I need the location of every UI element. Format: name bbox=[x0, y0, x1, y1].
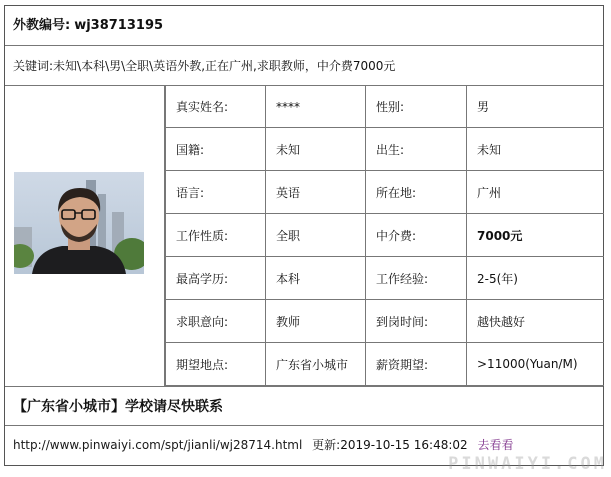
info-row bbox=[166, 257, 604, 300]
site-watermark: PINWAIYI.COM bbox=[448, 454, 607, 474]
view-more-link[interactable]: 去看看 bbox=[477, 438, 514, 452]
salary-label: 薪资期望: bbox=[366, 343, 467, 386]
job-type-value: 全职 bbox=[266, 214, 366, 257]
profile-id-row bbox=[5, 6, 603, 46]
start-time-value: 越快越好 bbox=[467, 300, 604, 343]
experience-label: 工作经验: bbox=[366, 257, 467, 300]
info-row bbox=[166, 86, 604, 128]
info-row bbox=[166, 343, 604, 386]
preferred-location-label: 期望地点: bbox=[166, 343, 266, 386]
start-time-label: 到岗时间: bbox=[366, 300, 467, 343]
experience-value: 2-5(年) bbox=[467, 257, 604, 300]
keywords-value: 未知\本科\男\全职\英语外教,正在广州,求职教师，中介费7000元 bbox=[53, 59, 396, 73]
info-row bbox=[166, 128, 604, 171]
profile-url-link[interactable]: http://www.pinwaiyi.com/spt/jianli/wj28714.html bbox=[13, 438, 303, 452]
education-value: 本科 bbox=[266, 257, 366, 300]
name-label: 真实姓名: bbox=[166, 86, 266, 128]
education-label: 最高学历: bbox=[166, 257, 266, 300]
info-row bbox=[166, 300, 604, 343]
keywords-label: 关键词: bbox=[13, 59, 54, 73]
location-label: 所在地: bbox=[366, 171, 467, 214]
profile-id-label: 外教编号: bbox=[13, 18, 71, 33]
name-value: **** bbox=[266, 86, 366, 128]
teacher-profile-card bbox=[4, 5, 604, 466]
agency-fee-label: 中介费: bbox=[366, 214, 467, 257]
photo-cell bbox=[5, 86, 165, 386]
profile-info-table bbox=[165, 86, 604, 386]
location-value: 广州 bbox=[467, 171, 604, 214]
headline: 【广东省小城市】学校请尽快联系 bbox=[5, 386, 603, 426]
nationality-label: 国籍: bbox=[166, 128, 266, 171]
language-value: 英语 bbox=[266, 171, 366, 214]
birth-value: 未知 bbox=[467, 128, 604, 171]
updated-timestamp: 更新:2019-10-15 16:48:02 bbox=[312, 438, 468, 452]
gender-label: 性别: bbox=[366, 86, 467, 128]
job-intent-label: 求职意向: bbox=[166, 300, 266, 343]
salary-value: >11000(Yuan/M) bbox=[467, 343, 604, 386]
agency-fee-value: 7000元 bbox=[467, 214, 604, 257]
info-row bbox=[166, 214, 604, 257]
job-intent-value: 教师 bbox=[266, 300, 366, 343]
keywords-row bbox=[5, 46, 603, 86]
nationality-value: 未知 bbox=[266, 128, 366, 171]
gender-value: 男 bbox=[467, 86, 604, 128]
info-row bbox=[166, 171, 604, 214]
language-label: 语言: bbox=[166, 171, 266, 214]
birth-label: 出生: bbox=[366, 128, 467, 171]
preferred-location-value: 广东省小城市 bbox=[266, 343, 366, 386]
job-type-label: 工作性质: bbox=[166, 214, 266, 257]
profile-id-value: wj38713195 bbox=[74, 18, 164, 33]
teacher-photo bbox=[14, 172, 144, 274]
